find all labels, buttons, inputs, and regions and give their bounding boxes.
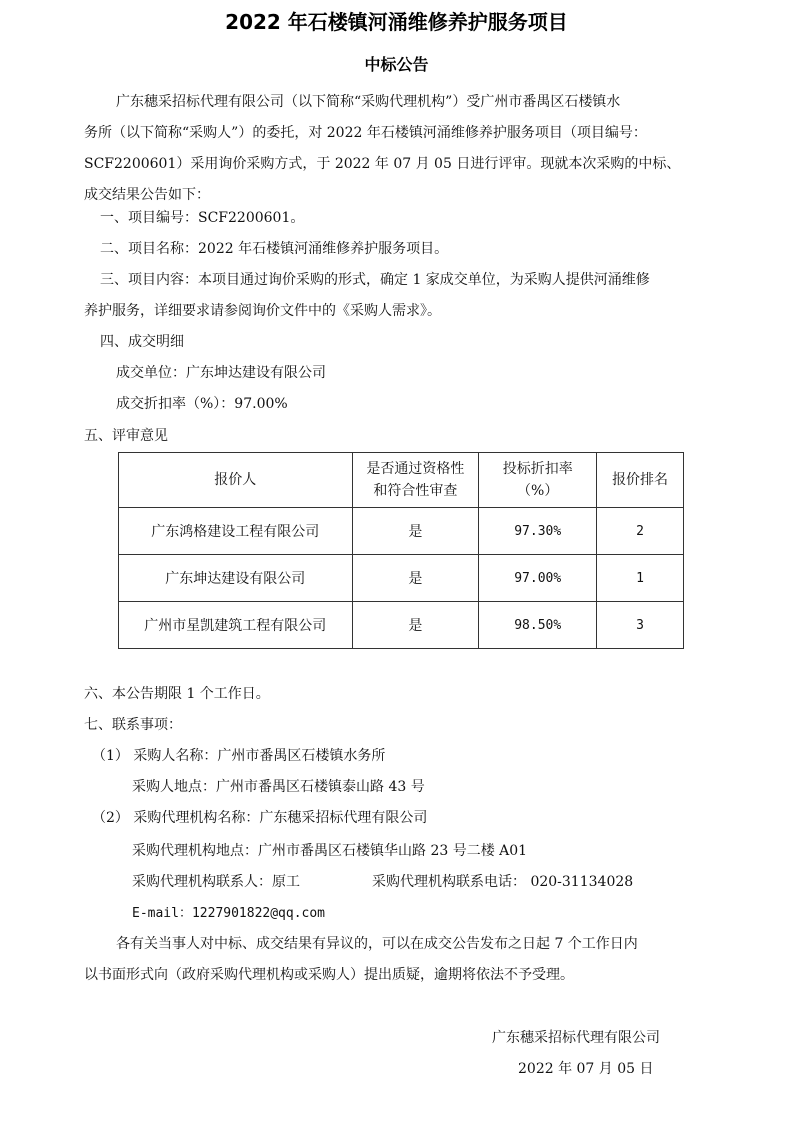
cell-rate: 97.30%	[479, 508, 597, 555]
cell-qualified: 是	[352, 508, 479, 555]
signature-date: 2022 年 07 月 05 日	[518, 1061, 654, 1077]
agency-address: 采购代理机构地点：广州市番禺区石楼镇华山路 23 号二楼 A01	[132, 843, 528, 859]
notice-period: 六、本公告期限 1 个工作日。	[84, 686, 270, 702]
page-title: 2022 年石楼镇河涌维修养护服务项目	[225, 10, 568, 34]
page-subtitle: 中标公告	[364, 55, 429, 74]
item-project-number: 一、项目编号：SCF2200601。	[100, 210, 305, 226]
purchaser-name: （1） 采购人名称：广州市番禺区石楼镇水务所	[92, 748, 386, 764]
cell-qualified: 是	[352, 602, 479, 649]
item-deal-details: 四、成交明细	[100, 334, 184, 350]
item-project-content-line-2: 养护服务，详细要求请参阅询价文件中的《采购人需求》。	[84, 303, 441, 319]
item-review-opinion: 五、评审意见	[84, 428, 168, 444]
cell-rate: 98.50%	[479, 602, 597, 649]
intro-line-3: SCF2200601）采用询价采购方式，于 2022 年 07 月 05 日进行评审。现就本次采购的中标、	[84, 156, 681, 172]
item-project-name: 二、项目名称：2022 年石楼镇河涌维修养护服务项目。	[100, 241, 449, 257]
cell-bidder: 广东坤达建设有限公司	[119, 555, 353, 602]
cell-rate: 97.00%	[479, 555, 597, 602]
agency-email: E-mail：1227901822@qq.com	[132, 906, 326, 921]
header-rank: 报价排名	[597, 453, 684, 508]
winner-unit: 成交单位：广东坤达建设有限公司	[116, 365, 326, 381]
agency-name: （2） 采购代理机构名称：广东穗采招标代理有限公司	[92, 810, 428, 826]
cell-rank: 2	[597, 508, 684, 555]
intro-line-1: 广东穗采招标代理有限公司（以下简称“采购代理机构”）受广州市番禺区石楼镇水	[116, 94, 621, 110]
purchaser-address: 采购人地点：广州市番禺区石楼镇泰山路 43 号	[132, 779, 425, 795]
cell-rank: 1	[597, 555, 684, 602]
agency-phone: 采购代理机构联系电话： 020-31134028	[372, 874, 634, 890]
signature-company: 广东穗采招标代理有限公司	[492, 1030, 660, 1046]
table-header-row	[119, 453, 684, 508]
table-row	[119, 555, 684, 602]
table-row	[119, 508, 684, 555]
header-qualified: 是否通过资格性 和符合性审查	[352, 453, 479, 508]
header-rate: 投标折扣率 （%）	[479, 453, 597, 508]
objection-line-2: 以书面形式向（政府采购代理机构或采购人）提出质疑，逾期将依法不予受理。	[84, 967, 574, 983]
cell-bidder: 广东鸿格建设工程有限公司	[119, 508, 353, 555]
item-project-content-line-1: 三、项目内容：本项目通过询价采购的形式，确定 1 家成交单位，为采购人提供河涌维修	[100, 272, 650, 288]
agency-contact-person: 采购代理机构联系人：原工	[132, 874, 300, 890]
contact-heading: 七、联系事项：	[84, 717, 182, 733]
cell-bidder: 广州市星凯建筑工程有限公司	[119, 602, 353, 649]
intro-line-2: 务所（以下简称“采购人”）的委托，对 2022 年石楼镇河涌维修养护服务项目（项目编号：	[84, 125, 647, 141]
objection-line-1: 各有关当事人对中标、成交结果有异议的，可以在成交公告发布之日起 7 个工作日内	[116, 936, 638, 952]
review-table	[118, 452, 684, 649]
cell-qualified: 是	[352, 555, 479, 602]
table-row	[119, 602, 684, 649]
cell-rank: 3	[597, 602, 684, 649]
winner-discount: 成交折扣率（%）：97.00%	[116, 396, 288, 412]
intro-line-4: 成交结果公告如下：	[84, 187, 210, 203]
header-bidder: 报价人	[119, 453, 353, 508]
